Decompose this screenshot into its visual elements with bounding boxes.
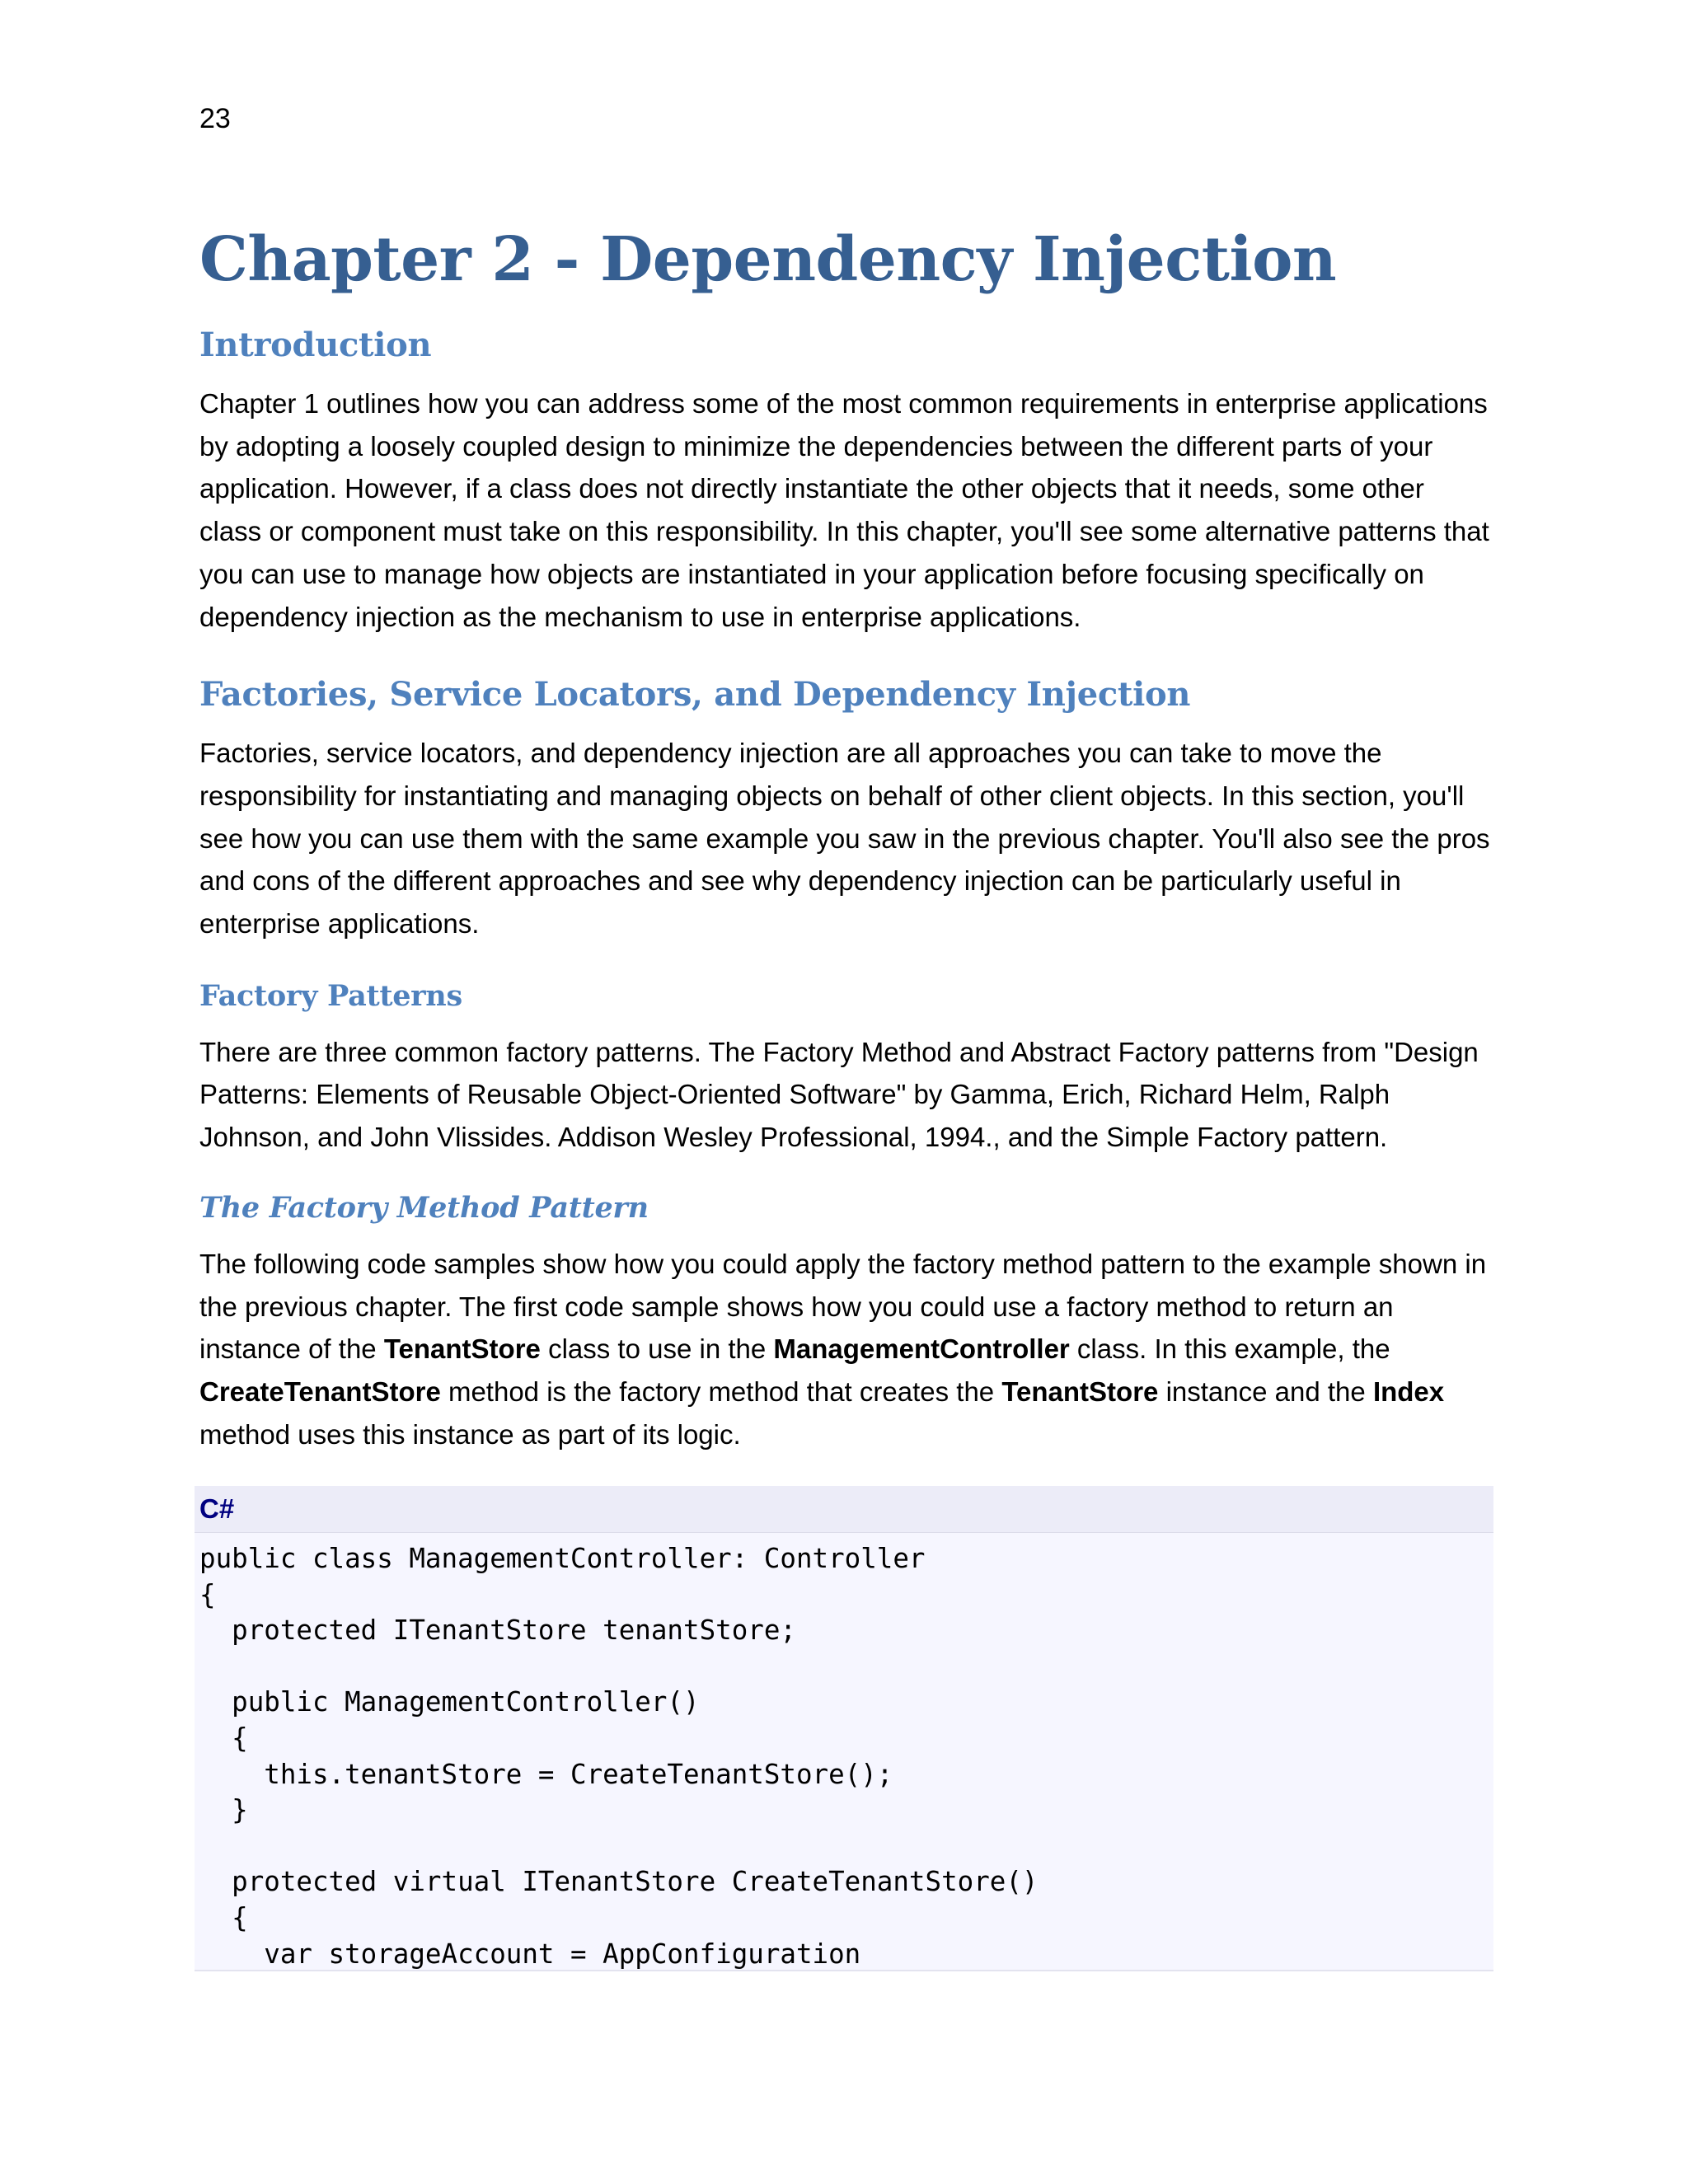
- text-run: method uses this instance as part of its logic.: [199, 1418, 741, 1450]
- text-run: The following code samples show how you could apply the factory method pattern to the example shown in the previous chapter. The first code sample shows how you could use a factory method to return an instance of the: [199, 1248, 1487, 1365]
- text-run: instance and the: [1158, 1376, 1373, 1407]
- page-number: 23: [199, 103, 231, 134]
- code-term-tenantstore: TenantStore: [383, 1333, 541, 1365]
- chapter-title: Chapter 2 - Dependency Injection: [199, 224, 1337, 295]
- factory-patterns-paragraph: There are three common factory patterns. The Factory Method and Abstract Factory patterns from "Design Patterns: Elements of Reusable Object-Oriented Software" by Gamma, Erich, Richard Helm, Ralph Johnson, and John Vlissides. Addison Wesley Professional, 1994., and the Simple Factory pattern.: [199, 1036, 1479, 1153]
- text-run: class. In this example, the: [1069, 1333, 1390, 1365]
- code-language-label: C#: [195, 1486, 1493, 1533]
- code-term-tenantstore: TenantStore: [1001, 1376, 1159, 1407]
- section-heading-introduction: Introduction: [199, 326, 432, 364]
- text-run: class to use in the: [540, 1333, 774, 1365]
- factories-paragraph: Factories, service locators, and dependency injection are all approaches you can take to move the responsibility for instantiating and managing objects on behalf of other client objects. In this section, you'll see how you can use them with the same example you saw in the previous chapter. You'll also see the pros and cons of the different approaches and see why dependency injection can be particularly useful in enterprise applications.: [199, 738, 1490, 940]
- code-term-managementcontroller: ManagementController: [773, 1333, 1070, 1365]
- code-sample-block: [195, 1486, 1493, 1971]
- introduction-paragraph: Chapter 1 outlines how you can address some of the most common requirements in enterprise applications by adopting a loosely coupled design to minimize the dependencies between the different parts of your application. However, if a class does not directly instantiate the other objects that it needs, some other class or component must take on this responsibility. In this chapter, you'll see some alternative patterns that you can use to manage how objects are instantiated in your application before focusing specifically on dependency injection as the mechanism to use in enterprise applications.: [199, 388, 1489, 632]
- text-run: method is the factory method that creates the: [440, 1376, 1002, 1407]
- code-term-createtenantstore: CreateTenantStore: [199, 1376, 441, 1407]
- subsection-heading-factory-patterns: Factory Patterns: [199, 978, 462, 1013]
- page-content: [199, 214, 1493, 1455]
- code-term-index: Index: [1372, 1376, 1445, 1407]
- factory-method-paragraph: [199, 1243, 1493, 1456]
- subsection-heading-factory-method: The Factory Method Pattern: [199, 1190, 649, 1225]
- code-listing[interactable]: public class ManagementController: Controller { protected ITenantStore tenantStore; public ManagementController() { this.tenantStore = CreateTenantStore(); } protected virtual ITenantStore CreateTenantStore() { var storageAccount = AppConfiguration: [199, 1543, 1039, 1970]
- section-heading-factories: Factories, Service Locators, and Dependency Injection: [199, 675, 1191, 715]
